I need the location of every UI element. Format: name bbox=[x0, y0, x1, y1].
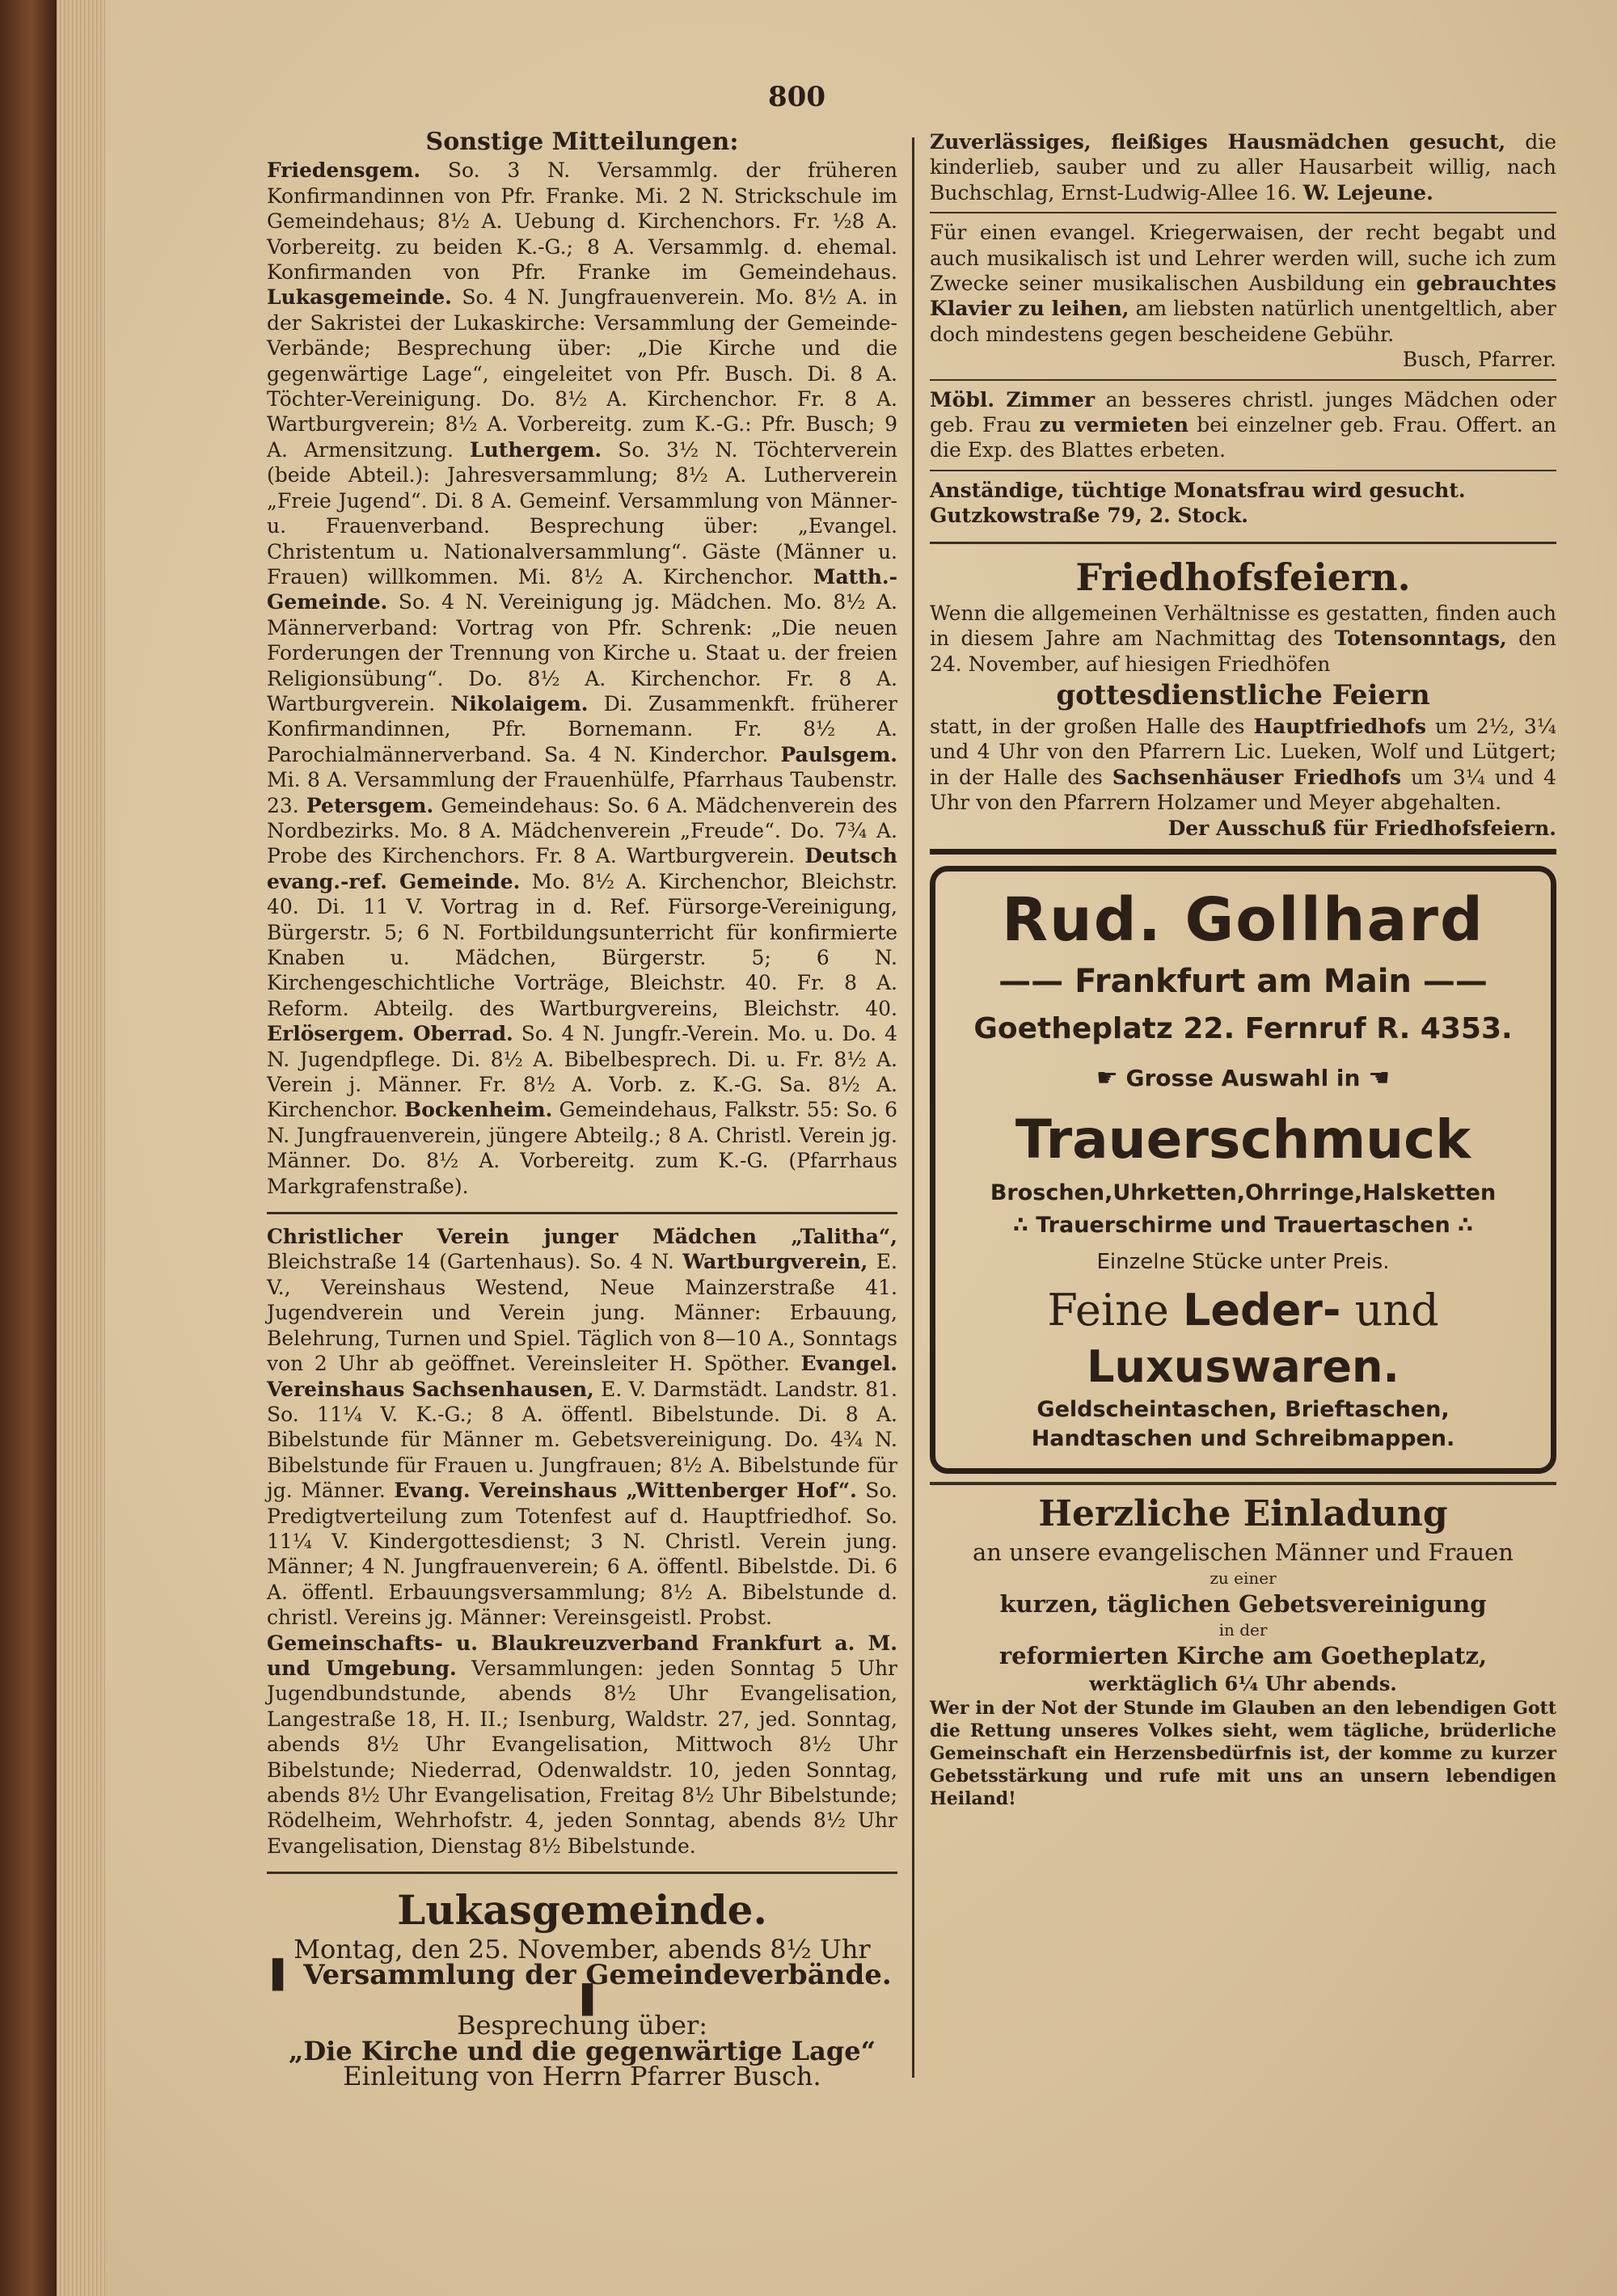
friedhofsfeiern-title: Friedhofsfeiern. bbox=[1075, 555, 1411, 599]
separator-rule bbox=[930, 379, 1556, 381]
associations-paragraph: Christlicher Verein junger Mädchen „Talitha“, Bleichstraße 14 (Gartenhaus). So. 4 N. Wartburgverein, E. V., Vereinshaus Westend, Neue Mainzerstraße 41. Jugendverein und Verein jung. Männer: Erbauung, Belehrung, Turnen und Spiel. Täglich von 8—10 A., Sonntags von 2 Uhr ab geöffnet. Vereinsleiter H. Spöther. Evangel. Vereinshaus Sachsenhausen, E. V. Darmstädt. Landstr. 81. So. 11¼ V. K.-G.; 8 A. öffentl. Bibelstunde. Di. 8 A. Bibelstunde für Männer m. Gebetsvereinigung. Do. 4¾ N. Bibelstunde für Frauen u. Jungfrauen; 8½ A. Bibelstunde für jg. Männer. Evang. Vereinshaus „Wittenberger Hof“. So. Predigtverteilung zum Totenfest auf d. Hauptfriedhof. So. 11¼ V. Kindergottesdienst; 3 N. Christl. Verein jung. Männer; 4 N. Jungfrauenverein; 6 A. öffentl. Bibelstde. Di. 6 A. öffentl. Erbauungsversammlung; 8½ A. Bibelstunde d. christl. Vereins jg. Männer: Vereinsgeistl. Probst. bbox=[267, 1225, 897, 1630]
bold-run: Evang. Vereinshaus „Wittenberger Hof“. bbox=[394, 1479, 857, 1503]
bold-run: Nikolaigem. bbox=[450, 691, 589, 715]
gollhard-items-2: ∴ Trauerschirme und Trauertaschen ∴ bbox=[1013, 1212, 1473, 1238]
lukas-title: Lukasgemeinde. bbox=[397, 1886, 767, 1935]
friedhofsfeiern-subtitle: gottesdienstliche Feiern bbox=[1056, 678, 1430, 711]
separator-rule bbox=[930, 470, 1556, 471]
bold-run: Bockenheim. bbox=[404, 1098, 553, 1122]
lukas-event-text: Versammlung der Gemeindeverbände. bbox=[303, 1958, 892, 1991]
gollhard-address: Goetheplatz 22. Fernruf R. 4353. bbox=[973, 1011, 1513, 1045]
ad-klavier-signature: Busch, Pfarrer. bbox=[1402, 348, 1556, 372]
einladung-line-2: kurzen, täglichen Gebetsvereinigung bbox=[999, 1589, 1487, 1618]
gemeinschaft-paragraph: Gemeinschafts- u. Blaukreuzverband Frankfurt a. M. und Umgebung. Versammlungen: jeden Sonntag 5 Uhr Jugendbundstunde, abends 8½ Uhr Evangelisation, Langestraße 18, H. II.; Isenburg, Waldstr. 27, jed. Sonntag, abends 8½ Uhr Evangelisation, Mittwoch 8½ Uhr Bibelstunde; Niederrad, Odenwaldstr. 10, jeden Sonntag, abends 8½ Uhr Evangelisation, Freitag 8½ Uhr Bibelstunde; Rödelheim, Wehrhofstr. 4, jeden Sonntag, abends 8½ Uhr Evangelisation, Dienstag 8½ Bibelstunde. bbox=[267, 1631, 897, 1858]
notices-paragraph: Friedensgem. So. 3 N. Versammlg. der früheren Konfirmandinnen von Pfr. Franke. Mi. 2 N. Strickschule im Gemeindehaus; 8½ A. Uebung d. Kirchenchors. Fr. ½8 A. Vorbereitg. zu beiden K.-G.; 8 A. Versammlg. d. ehemal. Konfirmanden von Pfr. Franke im Gemeindehaus. Lukasgemeinde. So. 4 N. Jungfrauenverein. Mo. 8½ A. in der Sakristei der Lukaskirche: Versammlung der Gemeinde-Verbände; Besprechung über: „Die Kirche und die gegenwärtige Lage“, eingeleitet von Pfr. Busch. Di. 8 A. Töchter-Vereinigung. Do. 8½ A. Kirchenchor. Fr. 8 A. Wartburgverein; 8½ A. Vorbereitg. zum K.-G.: Pfr. Busch; 9 A. Armensitzung. Luthergem. So. 3½ N. Töchterverein (beide Abteil.): Jahresversammlung; 8½ A. Lutherverein „Freie Jugend“. Di. 8 A. Gemeinf. Versammlung von Männer- u. Frauenverband. Besprechung über: „Evangel. Christentum u. Nationalversammlung“. Gäste (Männer u. Frauen) willkommen. Mi. 8½ A. Kirchenchor. Matth.-Gemeinde. So. 4 N. Vereinigung jg. Mädchen. Mo. 8½ A. Männerverband: Vortrag von Pfr. Schrenk: „Die neuen Forderungen der Trennung von Kirche u. Staat u. der freien Religionsübung“. Do. 8½ A. Kirchenchor. Fr. 8 A. Wartburgverein. Nikolaigem. Di. Zusammenkft. früherer Konfirmandinnen, Pfr. Bornemann. Fr. 8½ A. Parochialmännerverband. Sa. 4 N. Kinderchor. Paulsgem. Mi. 8 A. Versammlung der Frauenhülfe, Pfarrhaus Taubenstr. 23. Petersgem. Gemeindehaus: So. 6 A. Mädchenverein des Nordbezirks. Mo. 8 A. Mädchenverein „Freude“. Do. 7¾ A. Probe des Kirchenchors. Fr. 8 A. Wartburgverein. Deutsch evang.-ref. Gemeinde. Mo. 8½ A. Kirchenchor, Bleichstr. 40. Di. 11 V. Vortrag in d. Ref. Fürsorge-Vereinigung, Bürgerstr. 5; 6 N. Fortbildungsunterricht für konfirmierte Knaben u. Mädchen, Bürgerstr. 5; 6 N. Kirchengeschichtliche Vorträge, Bleichstr. 40. Fr. 8 A. Reform. Abteilg. des Wartburgvereins, Bleichstr. 40. Erlösergem. Oberrad. So. 4 N. Jungfr.-Verein. Mo. u. Do. 4 N. Jugendpflege. Di. 8½ A. Bibelbesprech. Di. u. Fr. 8½ A. Verein j. Männer. Fr. 8½ A. Vorb. z. K.-G. Sa. 8½ A. Kirchenchor. Bockenheim. Gemeindehaus, Falkstr. 55: So. 6 N. Jungfrauenverein, jüngere Abteilg.; 8 A. Christl. Verein jg. Männer. Do. 8½ A. Vorbereitg. zum K.-G. (Pfarrhaus Markgrafenstraße). bbox=[267, 158, 897, 1198]
left-column bbox=[267, 129, 897, 2090]
bold-run: Erlösergem. Oberrad. bbox=[267, 1022, 513, 1046]
friedhofsfeiern-text-2: statt, in der großen Halle des Hauptfriedhofs um 2½, 3¼ und 4 Uhr von den Pfarrern Lic. Lueken, Wolf und Lütgert; in der Halle des Sachsenhäuser Friedhofs um 3¼ und 4 Uhr von den Pfarrern Holzamer und Meyer abgehalten. bbox=[930, 714, 1556, 815]
friedhofsfeiern-signature: Der Ausschuß für Friedhofsfeiern. bbox=[1167, 816, 1556, 840]
bold-run: Friedensgem. bbox=[267, 158, 421, 183]
gollhard-advertisement bbox=[930, 866, 1556, 1474]
bold-run: Luthergem. bbox=[470, 437, 602, 462]
ad-klavier: Für einen evangel. Kriegerwaisen, der recht begabt und auch musikalisch ist und Lehrer werden will, suche ich zum Zwecke seiner musikalischen Ausbildung ein gebrauchtes Klavier zu leihen, am liebsten natürlich unentgeltlich, aber doch mindestens gegen bescheidene Gebühr. bbox=[930, 221, 1556, 346]
einladung-title: Herzliche Einladung bbox=[1038, 1492, 1448, 1534]
gollhard-luxus bbox=[955, 1339, 1531, 1395]
pointing-hand-icon: ☛ bbox=[1096, 1063, 1118, 1092]
column-divider bbox=[912, 137, 914, 2078]
lukas-intro: Einleitung von Herrn Pfarrer Busch. bbox=[343, 2061, 821, 2092]
gollhard-city-text: Frankfurt am Main bbox=[1074, 962, 1412, 1000]
bold-run: Gemeinschafts- u. Blaukreuzverband Frankfurt a. M. und Umgebung. bbox=[267, 1631, 897, 1680]
gollhard-feine-word: Feine bbox=[1047, 1284, 1169, 1336]
separator-rule bbox=[930, 542, 1556, 544]
lukas-event: ▌ Versammlung der Gemeindeverbände. ▐ bbox=[272, 1958, 892, 2017]
gollhard-assortment bbox=[955, 1054, 1531, 1103]
gollhard-items-1: Broschen,Uhrketten,Ohrringe,Halsketten bbox=[990, 1180, 1497, 1205]
einladung-text: Wer in der Not der Stunde im Glauben an den lebendigen Gott die Rettung unseres Volkes sieht, wem tägliche, brüderliche Gemeinschaft ein Herzensbedürfnis ist, der komme zu kurzer Gebetsstärkung und rufe mit uns an unsern lebendigen Heiland! bbox=[930, 1697, 1556, 1809]
einladung-zu-einer: zu einer bbox=[1210, 1568, 1277, 1588]
lukas-date: Montag, den 25. November, abends 8½ Uhr bbox=[293, 1934, 871, 1965]
bold-run: zu vermieten bbox=[1039, 413, 1189, 437]
ad-monatsfrau: Anständige, tüchtige Monatsfrau wird gesucht. bbox=[930, 478, 1466, 502]
gollhard-feine bbox=[955, 1282, 1531, 1339]
gollhard-cases: Geldscheintaschen, Brieftaschen, Handtaschen und Schreibmappen. bbox=[1031, 1396, 1455, 1451]
gollhard-items-2-text: Trauerschirme und Trauertaschen bbox=[1036, 1212, 1450, 1238]
separator-rule bbox=[930, 1482, 1556, 1485]
separator-thick bbox=[930, 849, 1556, 855]
lukas-quote: „Die Kirche und die gegenwärtige Lage“ bbox=[288, 2035, 876, 2066]
gollhard-leder: Leder- bbox=[1183, 1284, 1341, 1336]
page-stack-edge bbox=[57, 0, 105, 2296]
separator-rule bbox=[267, 1872, 897, 1874]
bold-run: gebrauchtes Klavier zu leihen, bbox=[930, 272, 1556, 321]
bold-run: Totensonntags, bbox=[1334, 627, 1507, 651]
bold-run: W. Lejeune. bbox=[1302, 180, 1433, 205]
bold-run: Möbl. Zimmer bbox=[930, 387, 1096, 412]
separator-rule bbox=[267, 1212, 897, 1214]
pointing-hand-icon: ☚ bbox=[1368, 1063, 1391, 1092]
ad-zimmer: Möbl. Zimmer an besseres christl. junges Mädchen oder geb. Frau zu vermieten bei einzelner geb. Frau. Offert. an die Exp. des Blattes erbeten. bbox=[930, 387, 1556, 462]
bold-run: Evangel. Vereinshaus Sachsenhausen, bbox=[267, 1352, 897, 1401]
lukas-about: Besprechung über: bbox=[456, 2010, 708, 2041]
ad-monatsfrau-address: Gutzkowstraße 79, 2. Stock. bbox=[930, 504, 1248, 528]
bold-run: Petersgem. bbox=[306, 793, 434, 817]
bold-run: Christlicher Verein junger Mädchen „Talitha“, bbox=[267, 1225, 897, 1249]
bold-run: Deutsch evang.-ref. Gemeinde. bbox=[267, 844, 897, 893]
separator-rule bbox=[930, 212, 1556, 213]
bold-run: Lukasgemeinde. bbox=[267, 285, 452, 310]
ad-hausmaedchen: Zuverlässiges, fleißiges Hausmädchen gesucht, die kinderlieb, sauber und zu aller Hausarbeit willig, nach Buchschlag, Ernst-Ludwig-Allee 16. W. Lejeune. bbox=[930, 130, 1556, 205]
bold-run: Matth.-Gemeinde. bbox=[267, 564, 897, 614]
gollhard-name: Rud. Gollhard bbox=[1002, 884, 1484, 955]
einladung-in-der: in der bbox=[1218, 1619, 1268, 1640]
einladung-line-3: reformierten Kirche am Goetheplatz, bbox=[998, 1641, 1488, 1669]
bold-run: Hauptfriedhofs bbox=[1253, 714, 1426, 738]
gollhard-city: —— Frankfurt am Main —— bbox=[998, 962, 1488, 1000]
gollhard-product: Trauerschmuck bbox=[1015, 1108, 1471, 1171]
friedhofsfeiern-text-1: Wenn die allgemeinen Verhältnisse es gestatten, finden auch in diesem Jahre am Nachmittag des Totensonntags, den 24. November, auf hiesigen Friedhöfen bbox=[930, 601, 1557, 676]
einladung-line-1: an unsere evangelischen Männer und Frauen bbox=[973, 1538, 1514, 1566]
gollhard-und: und bbox=[1354, 1284, 1439, 1336]
gollhard-luxus-word: Luxuswaren. bbox=[1087, 1340, 1400, 1392]
bold-run: Wartburgverein, bbox=[682, 1250, 868, 1274]
page-number: 800 bbox=[768, 81, 825, 113]
section-title-sonstige: Sonstige Mitteilungen: bbox=[425, 128, 739, 156]
gollhard-assortment-text: Grosse Auswahl in bbox=[1125, 1064, 1361, 1091]
right-column bbox=[930, 129, 1556, 1810]
gollhard-single: Einzelne Stücke unter Preis. bbox=[1096, 1249, 1390, 1274]
bold-run: Zuverlässiges, fleißiges Hausmädchen gesucht, bbox=[930, 130, 1506, 154]
einladung-line-4: werktäglich 6¼ Uhr abends. bbox=[1089, 1671, 1397, 1695]
bold-run: Paulsgem. bbox=[780, 742, 897, 766]
bold-run: Sachsenhäuser Friedhofs bbox=[1112, 765, 1402, 789]
book-binding bbox=[0, 0, 57, 2296]
